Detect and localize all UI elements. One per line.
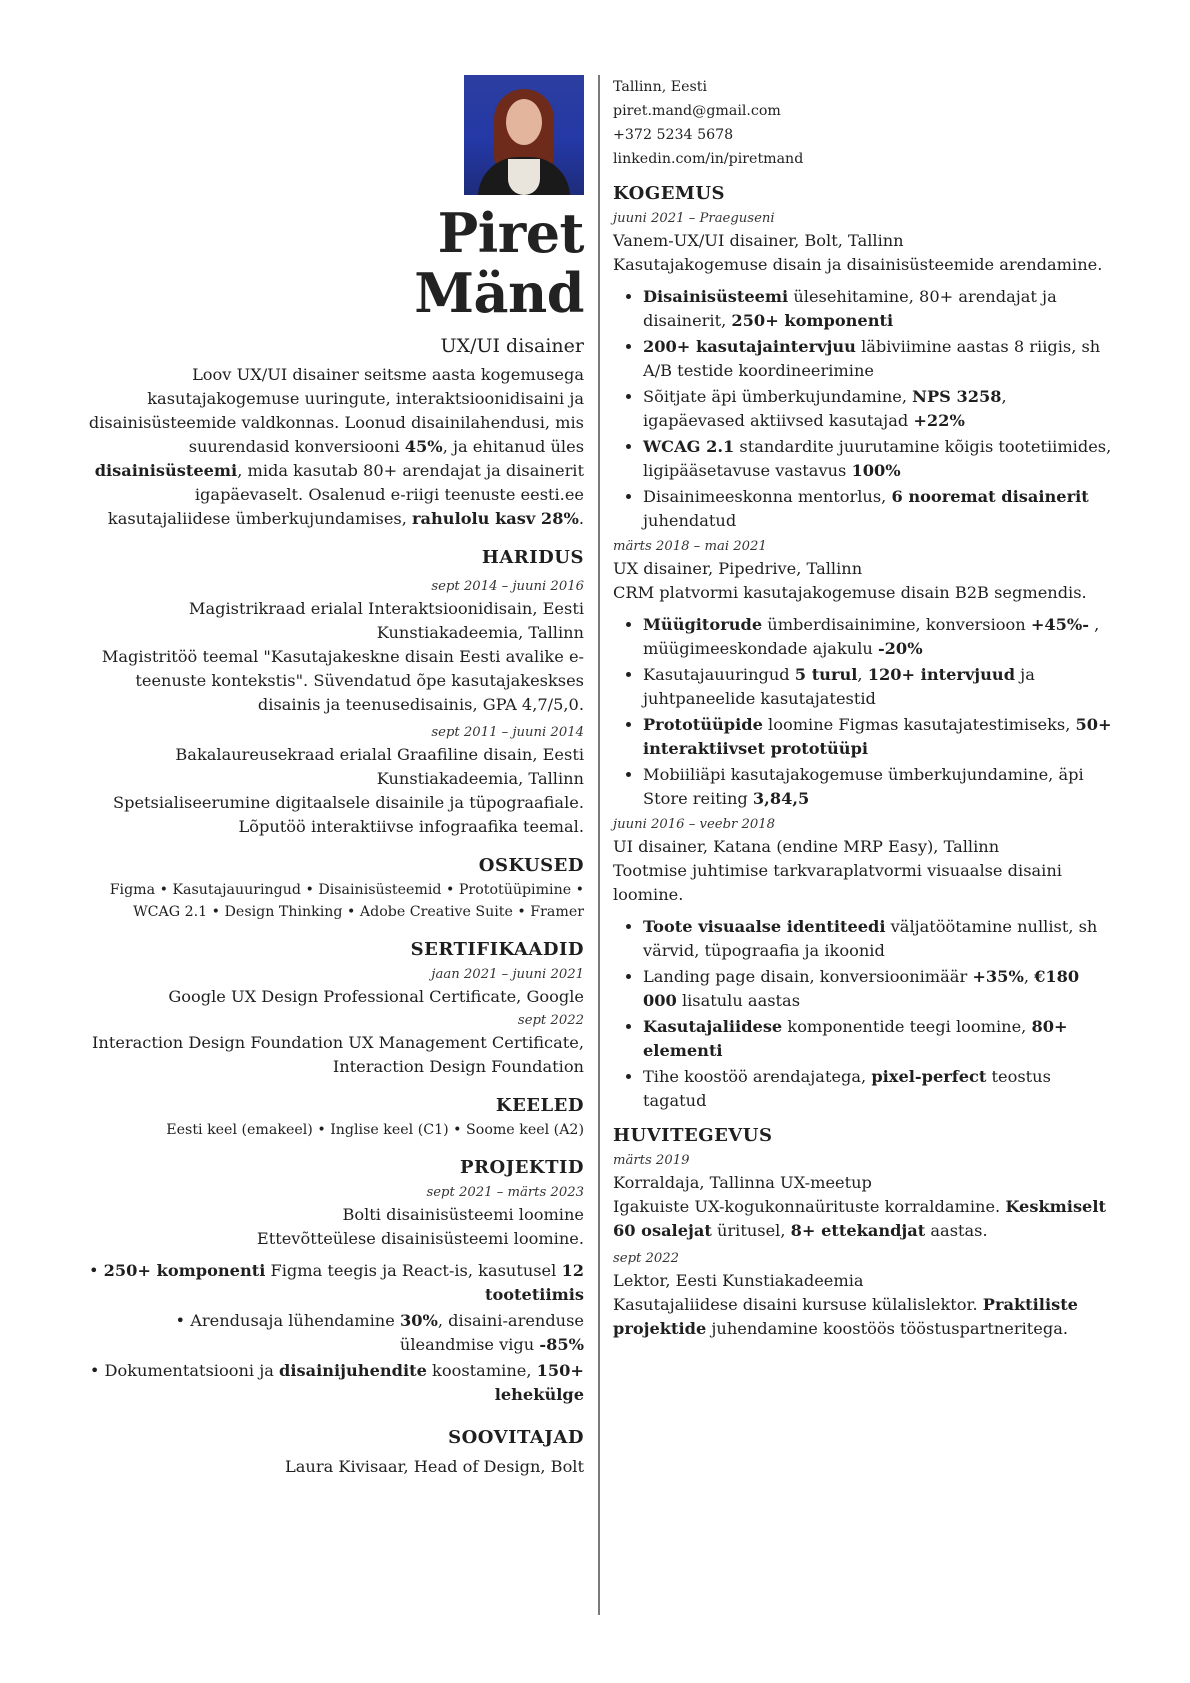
- certificate-title: Google UX Design Professional Certificate, Google: [168, 987, 584, 1006]
- education-title: Magistrikraad erialal Interaktsioonidisain, Eesti Kunstiakadeemia, Tallinn: [188, 599, 584, 642]
- experience-date: juuni 2021 – Praeguseni: [613, 211, 775, 226]
- section-heading-languages: KEELED: [495, 1095, 584, 1116]
- right-column: [613, 75, 1113, 1341]
- experience-bullet: • Tihe koostöö arendajatega, pixel-perfect teostus tagatud: [643, 1065, 1113, 1113]
- volunteering-item: [613, 1249, 1113, 1341]
- contact-location: Tallinn, Eesti: [613, 79, 707, 95]
- experience-title: UX disainer, Pipedrive, Tallinn: [613, 559, 863, 578]
- experience-item: [613, 815, 1113, 1113]
- certificate-item: [80, 1011, 584, 1079]
- project-date: sept 2021 – märts 2023: [426, 1185, 584, 1200]
- education-item: [80, 577, 584, 717]
- experience-item: [613, 209, 1113, 533]
- first-name: Piret: [437, 201, 584, 265]
- name-heading: [80, 203, 584, 323]
- education-title: Bakalaureusekraad erialal Graafiline disain, Eesti Kunstiakadeemia, Tallinn: [175, 745, 584, 788]
- experience-desc: Kasutajakogemuse disain ja disainisüsteemide arendamine.: [613, 255, 1103, 274]
- experience-desc: CRM platvormi kasutajakogemuse disain B2B segmendis.: [613, 583, 1087, 602]
- skills-list: Figma • Kasutajauuringud • Disainisüsteemid • Prototüüpimine • WCAG 2.1 • Design Thinking • Adobe Creative Suite • Framer: [109, 882, 584, 920]
- project-desc: Ettevõtteülese disainisüsteemi loomine.: [256, 1229, 584, 1248]
- summary: Loov UX/UI disainer seitsme aasta kogemusega kasutajakogemuse uuringute, interaktsioonidisaini ja disainisüsteemide valdkonnas. Loonud disainilahendusi, mis suurendasid konversiooni 45%, ja ehitanud üles disainisüsteemi, mida kasutab 80+ arendajat ja disainerit igapäevaselt. Osalenud e-riigi teenuste eesti.ee kasutajaliidese ümberkujundamises, rahulolu kasv 28%.: [88, 365, 584, 528]
- certificate-date: jaan 2021 – juuni 2021: [431, 967, 584, 982]
- volunteering-item: [613, 1151, 1113, 1243]
- experience-bullet: • Toote visuaalse identiteedi väljatöötamine nullist, sh värvid, tüpograafia ja ikoonid: [643, 915, 1113, 963]
- certificate-title: Interaction Design Foundation UX Management Certificate, Interaction Design Foundation: [92, 1033, 584, 1076]
- volunteering-date: sept 2022: [613, 1251, 680, 1266]
- project-bullet: • Arendusaja lühendamine 30%, disaini-arenduse üleandmise vigu -85%: [175, 1311, 584, 1354]
- experience-desc: Tootmise juhtimise tarkvaraplatvormi visuaalse disaini loomine.: [613, 861, 1062, 904]
- section-heading-references: SOOVITAJAD: [448, 1427, 584, 1448]
- profile-photo: [464, 75, 584, 195]
- project-bullet: • 250+ komponenti Figma teegis ja React-is, kasutusel 12 tootetiimis: [88, 1261, 584, 1304]
- volunteering-title: Lektor, Eesti Kunstiakadeemia: [613, 1271, 864, 1290]
- contact-linkedin[interactable]: linkedin.com/in/piretmand: [613, 151, 804, 167]
- project-bullet: • Dokumentatsiooni ja disainijuhendite koostamine, 150+ lehekülge: [89, 1361, 584, 1404]
- experience-bullet: • Kasutajauuringud 5 turul, 120+ intervjuud ja juhtpaneelide kasutajatestid: [643, 663, 1113, 711]
- certificate-date: sept 2022: [517, 1013, 584, 1028]
- experience-bullet: • Landing page disain, konversioonimäär +35%, €180 000 lisatulu aastas: [643, 965, 1113, 1013]
- experience-bullets: [613, 613, 1113, 811]
- education-item: [80, 723, 584, 839]
- section-heading-education: HARIDUS: [481, 547, 584, 568]
- experience-item: [613, 537, 1113, 811]
- contact-phone: +372 5234 5678: [613, 127, 734, 143]
- project-title: Bolti disainisüsteemi loomine: [342, 1205, 584, 1224]
- experience-title: Vanem-UX/UI disainer, Bolt, Tallinn: [613, 231, 904, 250]
- section-heading-projects: PROJEKTID: [460, 1157, 584, 1178]
- project-bullets: [80, 1259, 584, 1407]
- experience-title: UI disainer, Katana (endine MRP Easy), Tallinn: [613, 837, 1000, 856]
- section-heading-certificates: SERTIFIKAADID: [410, 939, 584, 960]
- languages-list: Eesti keel (emakeel) • Inglise keel (C1) • Soome keel (A2): [166, 1122, 584, 1138]
- left-column: [80, 75, 584, 1479]
- education-desc: Spetsialiseerumine digitaalsele disainile ja tüpograafiale. Lõputöö interaktiivse infograafika teemal.: [113, 793, 584, 836]
- certificate-item: [80, 965, 584, 1009]
- experience-bullets: [613, 285, 1113, 533]
- reference-item: Laura Kivisaar, Head of Design, Bolt: [285, 1457, 584, 1476]
- experience-date: märts 2018 – mai 2021: [613, 539, 767, 554]
- experience-bullet: • WCAG 2.1 standardite juurutamine kõigis tootetiimides, ligipääsetavuse vastavus 100%: [643, 435, 1113, 483]
- job-title: UX/UI disainer: [440, 335, 584, 357]
- education-desc: Magistritöö teemal "Kasutajakeskne disain Eesti avalike e-teenuste kontekstis". Süvendatud õpe kasutajakeskses disainis ja teenusedisainis, GPA 4,7/5,0.: [101, 647, 584, 714]
- experience-bullet: • Disainisüsteemi ülesehitamine, 80+ arendajat ja disainerit, 250+ komponenti: [643, 285, 1113, 333]
- volunteering-title: Korraldaja, Tallinna UX-meetup: [613, 1173, 872, 1192]
- education-date: sept 2011 – juuni 2014: [431, 725, 584, 740]
- experience-bullet: • Müügitorude ümberdisainimine, konversioon +45%- , müügimeeskondade ajakulu -20%: [643, 613, 1113, 661]
- volunteering-date: märts 2019: [613, 1153, 690, 1168]
- education-date: sept 2014 – juuni 2016: [431, 579, 584, 594]
- experience-bullet: • Sõitjate äpi ümberkujundamine, NPS 3258, igapäevased aktiivsed kasutajad +22%: [643, 385, 1113, 433]
- section-heading-experience: KOGEMUS: [613, 183, 726, 204]
- section-heading-volunteering: HUVITEGEVUS: [613, 1125, 773, 1146]
- experience-bullets: [613, 915, 1113, 1113]
- experience-bullet: • Prototüüpide loomine Figmas kasutajatestimiseks, 50+ interaktiivset prototüüpi: [643, 713, 1113, 761]
- volunteering-desc: Igakuiste UX-kogukonnaürituste korraldamine. Keskmiselt 60 osalejat üritusel, 8+ ettekandjat aastas.: [613, 1197, 1106, 1240]
- volunteering-desc: Kasutajaliidese disaini kursuse külalislektor. Praktiliste projektide juhendamine koostöös tööstuspartneritega.: [613, 1295, 1078, 1338]
- section-heading-skills: OSKUSED: [478, 855, 584, 876]
- experience-bullet: • 200+ kasutajaintervjuu läbiviimine aastas 8 riigis, sh A/B testide koordineerimine: [643, 335, 1113, 383]
- experience-date: juuni 2016 – veebr 2018: [613, 817, 776, 832]
- column-divider: [598, 75, 600, 1615]
- last-name: Mänd: [414, 261, 584, 325]
- experience-bullet: • Kasutajaliidese komponentide teegi loomine, 80+ elementi: [643, 1015, 1113, 1063]
- contact-email[interactable]: piret.mand@gmail.com: [613, 103, 781, 119]
- experience-bullet: • Disainimeeskonna mentorlus, 6 nooremat disainerit juhendatud: [643, 485, 1113, 533]
- experience-bullet: • Mobiiliäpi kasutajakogemuse ümberkujundamine, äpi Store reiting 3,84,5: [643, 763, 1113, 811]
